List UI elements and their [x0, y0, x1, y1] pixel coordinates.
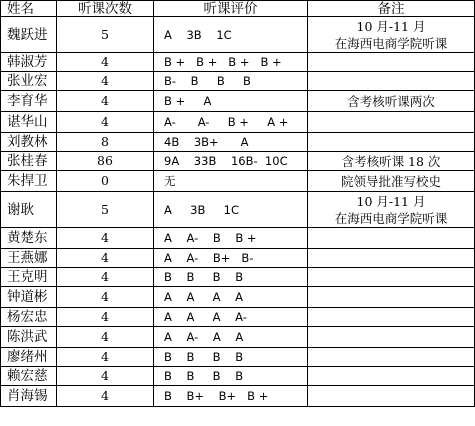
table-row: [1, 287, 475, 308]
lecture-evaluation: A A- B B +: [154, 228, 308, 249]
lecture-evaluation: 9A 33B 16B- 10C: [154, 152, 308, 171]
lecture-evaluation: B B B B: [154, 367, 308, 386]
remark-cell: [308, 386, 475, 407]
lecture-evaluation: A 3B 1C: [154, 17, 308, 53]
teacher-name: 谌华山: [1, 112, 57, 133]
remark-cell: [308, 91, 475, 112]
lecture-count: 0: [57, 171, 154, 192]
table-row: [1, 327, 475, 348]
lecture-count: 4: [57, 327, 154, 348]
remark-line: 在海西电商学院听课: [334, 35, 448, 51]
lecture-evaluation: A A A A: [154, 287, 308, 308]
teacher-name: 王克明: [1, 268, 57, 287]
teacher-name: 朱捍卫: [1, 171, 57, 192]
lecture-evaluation: B B B B: [154, 268, 308, 287]
remark-cell: [308, 268, 475, 287]
remark-cell: [308, 17, 475, 53]
remark-line: 院领导批准写校史: [340, 173, 441, 189]
lecture-count: 4: [57, 348, 154, 367]
lecture-count: 4: [57, 268, 154, 287]
table-row: [1, 171, 475, 192]
lecture-count: 4: [57, 53, 154, 72]
table-row: [1, 192, 475, 228]
remark-cell: [308, 171, 475, 192]
teacher-name: 李育华: [1, 91, 57, 112]
remark-cell: [308, 72, 475, 91]
remark-cell: [308, 228, 475, 249]
table-row: [1, 152, 475, 171]
table-row: [1, 228, 475, 249]
teacher-name: 刘教林: [1, 133, 57, 152]
remark-cell: [308, 152, 475, 171]
teacher-name: 谢耿: [1, 192, 57, 228]
remark-cell: [308, 348, 475, 367]
table-row: [1, 348, 475, 367]
header-name: 姓名: [1, 1, 57, 17]
remark-cell: [308, 327, 475, 348]
table-row: [1, 249, 475, 268]
lecture-count: 4: [57, 112, 154, 133]
lecture-evaluation: A A A A-: [154, 308, 308, 327]
remark-line: 10 月-11 月: [356, 193, 426, 209]
remark-cell: [308, 249, 475, 268]
remark-cell: [308, 367, 475, 386]
lecture-count: 4: [57, 249, 154, 268]
teacher-name: 黄楚东: [1, 228, 57, 249]
teacher-name: 肖海锡: [1, 386, 57, 407]
remark-line: 10 月-11 月: [356, 18, 426, 34]
header-row: [1, 1, 475, 17]
lecture-count: 4: [57, 386, 154, 407]
remark-cell: [308, 133, 475, 152]
table-body: [1, 1, 475, 407]
table-row: [1, 308, 475, 327]
teacher-name: 杨宏忠: [1, 308, 57, 327]
header-eval: 听课评价: [154, 1, 308, 17]
teacher-name: 韩淑芳: [1, 53, 57, 72]
table-row: [1, 112, 475, 133]
lecture-evaluation: A A- A A: [154, 327, 308, 348]
teacher-name: 张业宏: [1, 72, 57, 91]
lecture-count: 4: [57, 72, 154, 91]
table-row: [1, 367, 475, 386]
lecture-count: 4: [57, 367, 154, 386]
lecture-count: 86: [57, 152, 154, 171]
lecture-evaluation: B- B B B: [154, 72, 308, 91]
lecture-count: 4: [57, 308, 154, 327]
lecture-evaluation: A A- B+ B-: [154, 249, 308, 268]
table-row: [1, 268, 475, 287]
teacher-name: 钟道彬: [1, 287, 57, 308]
table-row: [1, 133, 475, 152]
lecture-evaluation: B + B + B + B +: [154, 53, 308, 72]
remark-cell: [308, 112, 475, 133]
lecture-evaluation: B + A: [154, 91, 308, 112]
header-note: 备注: [308, 1, 475, 17]
remark-cell: [308, 287, 475, 308]
remark-cell: [308, 192, 475, 228]
table-row: [1, 386, 475, 407]
teacher-name: 陈洪武: [1, 327, 57, 348]
lecture-count: 5: [57, 192, 154, 228]
table-row: [1, 53, 475, 72]
remark-line: 在海西电商学院听课: [334, 210, 448, 226]
lecture-evaluation: B B B B: [154, 348, 308, 367]
table-row: [1, 17, 475, 53]
lecture-count: 5: [57, 17, 154, 53]
table-row: [1, 72, 475, 91]
lecture-evaluation: B B+ B+ B +: [154, 386, 308, 407]
lecture-count: 4: [57, 228, 154, 249]
header-count: 听课次数: [57, 1, 154, 17]
lecture-evaluation: 4B 3B+ A: [154, 133, 308, 152]
teacher-name: 廖绪州: [1, 348, 57, 367]
teacher-name: 王燕娜: [1, 249, 57, 268]
teacher-name: 赖宏慈: [1, 367, 57, 386]
lecture-count: 8: [57, 133, 154, 152]
table-row: [1, 91, 475, 112]
lecture-count: 4: [57, 91, 154, 112]
lecture-evaluation: 无: [154, 171, 308, 192]
remark-line: 含考核听课两次: [347, 93, 435, 109]
remark-line: 含考核听课 18 次: [341, 153, 441, 169]
teacher-name: 张桂春: [1, 152, 57, 171]
lecture-evaluation: A- A- B + A +: [154, 112, 308, 133]
teacher-name: 魏跃进: [1, 17, 57, 53]
lecture-count: 4: [57, 287, 154, 308]
remark-cell: [308, 308, 475, 327]
remark-cell: [308, 53, 475, 72]
lecture-evaluation: A 3B 1C: [154, 192, 308, 228]
